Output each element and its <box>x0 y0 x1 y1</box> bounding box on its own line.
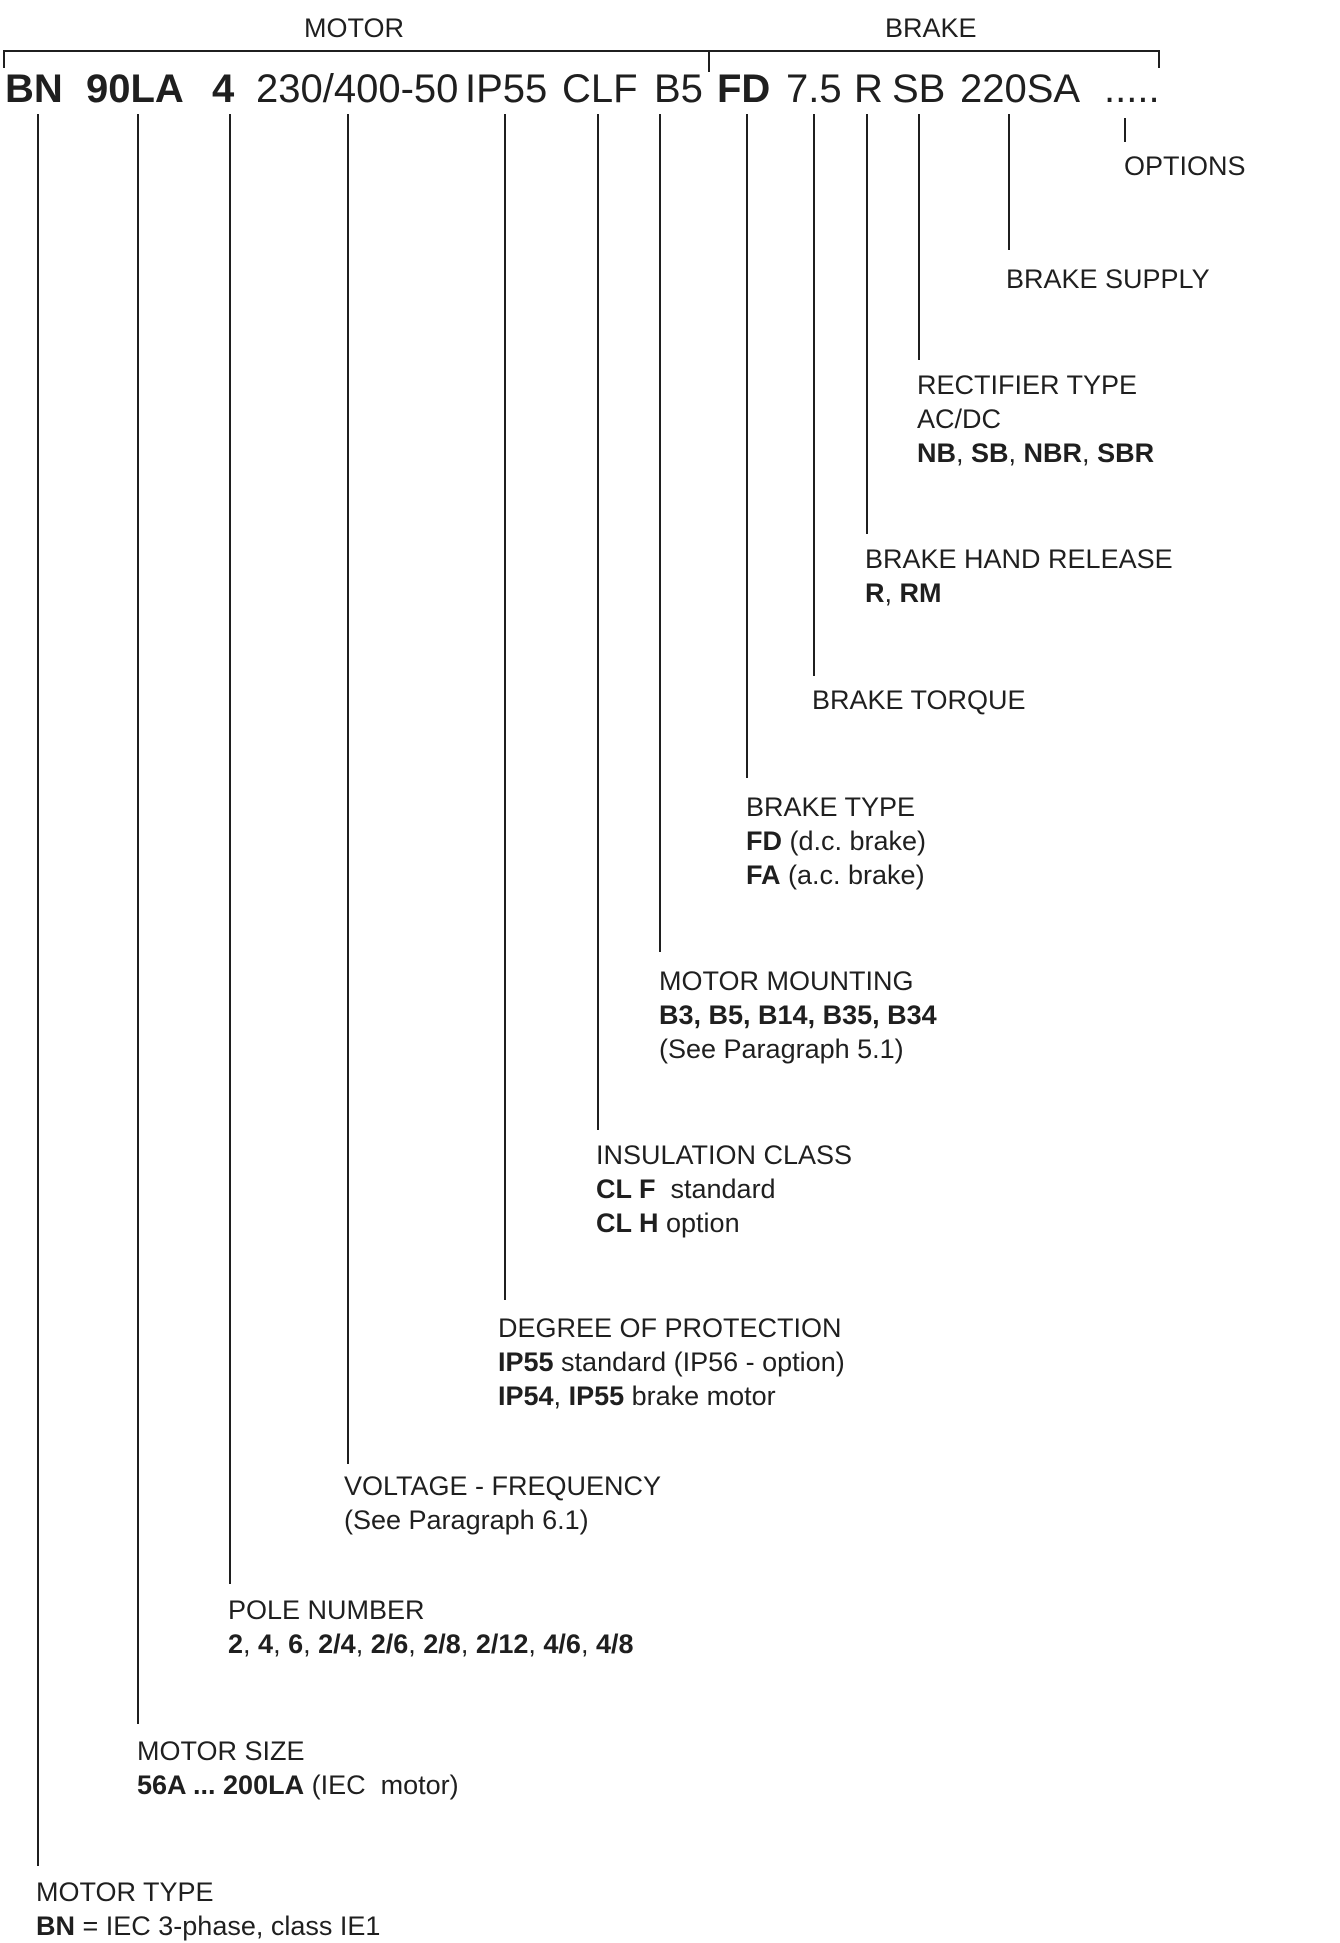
code-insulation: CLF <box>562 67 638 111</box>
motor-group-label: MOTOR <box>304 13 404 43</box>
pole-sep: , <box>303 1629 319 1659</box>
leader-brake-type <box>746 114 748 778</box>
pole-value: 4/8 <box>595 1629 634 1659</box>
code-motor-size: 90LA <box>86 67 184 111</box>
protection-value-ip55-brake: IP55 <box>568 1381 625 1411</box>
leader-brake-torque <box>813 114 815 676</box>
group-divider <box>708 50 710 72</box>
label-size-title: MOTOR SIZE <box>137 1736 305 1766</box>
label-protection-line1 <box>498 1345 845 1379</box>
label-type-title: MOTOR TYPE <box>36 1877 214 1907</box>
code-brake-supply: 220SA <box>960 67 1081 111</box>
label-protection-title: DEGREE OF PROTECTION <box>498 1313 842 1343</box>
label-type-values <box>36 1909 380 1943</box>
brake-type-value-fa: FA <box>746 860 781 890</box>
label-mounting-note: (See Paragraph 5.1) <box>659 1034 904 1064</box>
leader-pole-number <box>229 114 231 1584</box>
protection-sep: , <box>553 1381 569 1411</box>
label-protection <box>498 1311 845 1413</box>
label-rectifier-values <box>917 436 1154 470</box>
protection-value-ip54: IP54 <box>498 1381 554 1411</box>
pole-sep: , <box>528 1629 544 1659</box>
code-protection: IP55 <box>465 67 548 111</box>
pole-value: 4 <box>258 1629 274 1659</box>
code-options: ..... <box>1104 67 1160 111</box>
pole-sep: , <box>580 1629 596 1659</box>
protection-value-ip55: IP55 <box>498 1347 554 1377</box>
pole-sep: , <box>408 1629 424 1659</box>
size-text-iec: (IEC motor) <box>304 1770 459 1800</box>
label-poles-values <box>228 1627 634 1661</box>
label-brake-type-fa <box>746 858 926 892</box>
label-size-values <box>137 1768 459 1802</box>
label-brake-type <box>746 790 926 892</box>
insulation-text-standard: standard <box>655 1174 776 1204</box>
pole-sep: , <box>243 1629 259 1659</box>
leader-voltage <box>347 114 349 1464</box>
leader-options <box>1124 118 1126 142</box>
pole-value: 4/6 <box>543 1629 581 1659</box>
pole-value: 2/4 <box>318 1629 356 1659</box>
label-voltage <box>344 1469 661 1537</box>
label-options <box>1124 149 1246 183</box>
label-hand-release-values <box>865 576 1173 610</box>
code-rectifier: SB <box>892 67 946 111</box>
insulation-value-clf: CL F <box>596 1174 656 1204</box>
leader-motor-size <box>137 114 139 1724</box>
label-poles-title: POLE NUMBER <box>228 1595 425 1625</box>
leader-brake-supply <box>1008 114 1010 250</box>
brake-type-value-fd: FD <box>746 826 782 856</box>
label-mounting <box>659 964 937 1066</box>
code-pole-number: 4 <box>212 67 235 111</box>
code-brake-torque: 7.5 <box>786 67 842 111</box>
protection-text-brake: brake motor <box>624 1381 776 1411</box>
code-mounting: B5 <box>654 67 703 111</box>
pole-value: 2/6 <box>370 1629 409 1659</box>
size-value-range: 56A ... 200LA <box>137 1770 305 1800</box>
label-mounting-title: MOTOR MOUNTING <box>659 966 914 996</box>
label-brake-torque-title: BRAKE TORQUE <box>812 685 1026 715</box>
label-type <box>36 1875 380 1943</box>
leader-rectifier <box>918 114 920 360</box>
hand-release-value-r: R <box>865 578 885 608</box>
label-brake-torque <box>812 683 1026 717</box>
label-rectifier-title: RECTIFIER TYPE <box>917 370 1138 400</box>
leader-insulation <box>597 114 599 1130</box>
label-size <box>137 1734 459 1802</box>
label-protection-line2 <box>498 1379 845 1413</box>
pole-value: 2/12 <box>475 1629 529 1659</box>
group-bracket <box>3 50 1160 52</box>
type-text-iec: = IEC 3-phase, class IE1 <box>75 1911 381 1941</box>
brake-type-text-fd: (d.c. brake) <box>782 826 927 856</box>
label-mounting-values: B3, B5, B14, B35, B34 <box>659 1000 937 1030</box>
pole-sep: , <box>273 1629 289 1659</box>
label-brake-type-title: BRAKE TYPE <box>746 792 916 822</box>
rectifier-sep: , <box>1082 438 1098 468</box>
leader-mounting <box>659 114 661 952</box>
rectifier-value-nbr: NBR <box>1023 438 1083 468</box>
label-hand-release <box>865 542 1173 610</box>
pole-sep: , <box>355 1629 371 1659</box>
pole-value: 2/8 <box>423 1629 461 1659</box>
label-insulation-title: INSULATION CLASS <box>596 1140 853 1170</box>
label-rectifier <box>917 368 1154 470</box>
label-brake-supply <box>1006 262 1210 296</box>
hand-release-sep: , <box>884 578 900 608</box>
label-rectifier-line1: AC/DC <box>917 404 1002 434</box>
protection-text-standard: standard (IP56 - option) <box>553 1347 845 1377</box>
type-value-bn: BN <box>36 1911 75 1941</box>
label-options-title: OPTIONS <box>1124 151 1246 181</box>
rectifier-value-sbr: SBR <box>1097 438 1155 468</box>
rectifier-sep: , <box>956 438 972 468</box>
insulation-value-clh: CL H <box>596 1208 659 1238</box>
insulation-text-option: option <box>658 1208 740 1238</box>
brake-group-label: BRAKE <box>885 13 977 43</box>
rectifier-value-nb: NB <box>917 438 956 468</box>
label-voltage-note: (See Paragraph 6.1) <box>344 1505 589 1535</box>
label-insulation <box>596 1138 852 1240</box>
hand-release-value-rm: RM <box>899 578 942 608</box>
code-hand-release: R <box>854 67 883 111</box>
label-brake-type-fd <box>746 824 926 858</box>
code-brake-type: FD <box>717 67 771 111</box>
rectifier-sep: , <box>1008 438 1024 468</box>
pole-sep: , <box>460 1629 476 1659</box>
rectifier-value-sb: SB <box>971 438 1009 468</box>
code-voltage: 230/400-50 <box>256 67 459 111</box>
brake-type-text-fa: (a.c. brake) <box>780 860 925 890</box>
label-hand-release-title: BRAKE HAND RELEASE <box>865 544 1173 574</box>
pole-value: 2 <box>228 1629 244 1659</box>
label-insulation-h <box>596 1206 852 1240</box>
label-brake-supply-title: BRAKE SUPPLY <box>1006 264 1210 294</box>
pole-value: 6 <box>288 1629 304 1659</box>
leader-motor-type <box>37 114 39 1866</box>
label-voltage-title: VOLTAGE - FREQUENCY <box>344 1471 662 1501</box>
leader-protection <box>504 114 506 1300</box>
label-insulation-f <box>596 1172 852 1206</box>
leader-hand-release <box>866 114 868 534</box>
label-poles <box>228 1593 634 1661</box>
code-motor-type: BN <box>5 67 63 111</box>
